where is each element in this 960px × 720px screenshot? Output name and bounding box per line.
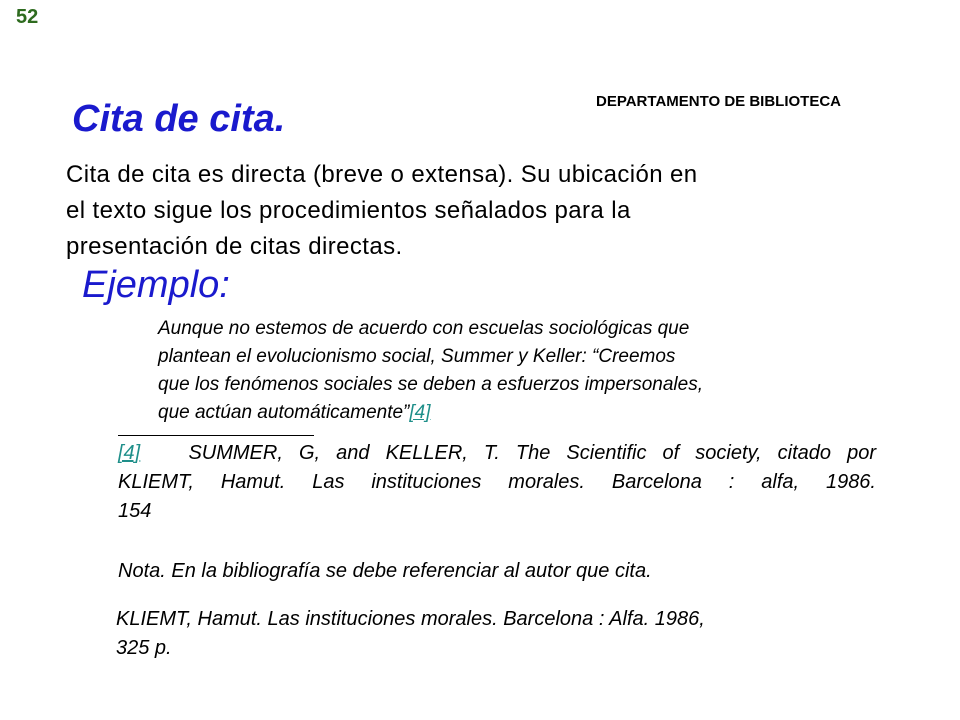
example-quote xyxy=(158,315,703,427)
page-number: 52 xyxy=(16,6,39,28)
footnote-line-text: SUMMER, G, and KELLER, T. The Scientific of society, citado por xyxy=(188,442,876,464)
example-heading: Ejemplo: xyxy=(82,264,230,306)
quote-footnote-link[interactable]: [4] xyxy=(409,402,431,423)
slide-title: Cita de cita. xyxy=(72,98,286,140)
quote-line: que los fenómenos sociales se deben a esfuerzos impersonales, xyxy=(158,374,703,395)
bibliography-reference xyxy=(116,605,705,663)
quote-line: Aunque no estemos de acuerdo con escuelas sociológicas que xyxy=(158,318,690,339)
reference-line: 325 p. xyxy=(116,637,172,659)
intro-line: presentación de citas directas. xyxy=(66,233,403,260)
quote-line: plantean el evolucionismo social, Summer y Keller: “Creemos xyxy=(158,346,676,367)
footnote-separator xyxy=(118,435,314,436)
department-label: DEPARTAMENTO DE BIBLIOTECA xyxy=(596,93,842,110)
footnote-line xyxy=(118,439,876,468)
intro-paragraph xyxy=(66,157,786,265)
quote-line xyxy=(158,399,703,427)
note-text: Nota. En la bibliografía se debe referenciar al autor que cita. xyxy=(118,560,652,582)
reference-line: KLIEMT, Hamut. Las instituciones morales. Barcelona : Alfa. 1986, xyxy=(116,608,705,630)
footnote xyxy=(118,439,876,526)
footnote-marker-link[interactable]: [4] xyxy=(118,442,141,464)
quote-last-line-text: que actúan automáticamente” xyxy=(158,402,410,423)
intro-line: Cita de cita es directa (breve o extensa). Su ubicación en xyxy=(66,161,698,188)
footnote-line: KLIEMT, Hamut. Las instituciones morales. Barcelona : alfa, 1986. xyxy=(118,471,876,493)
footnote-line: 154 xyxy=(118,500,152,522)
intro-line: el texto sigue los procedimientos señalados para la xyxy=(66,197,631,224)
